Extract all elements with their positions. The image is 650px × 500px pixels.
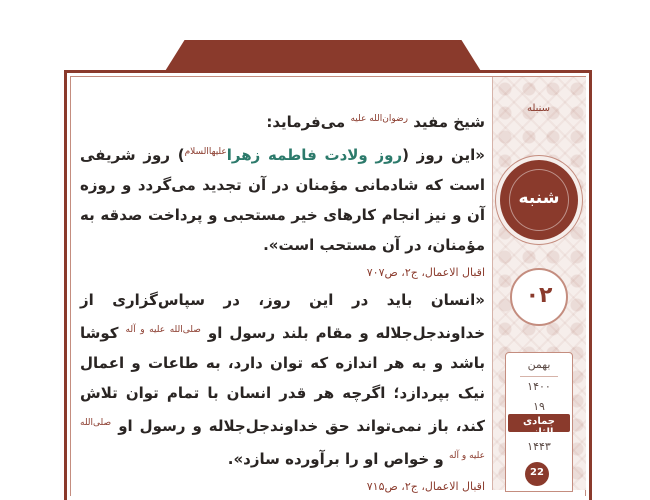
- page-number: 22: [530, 467, 544, 478]
- day-of-week-label: شنبه: [518, 188, 560, 208]
- p2-honorific-1: صلی‌الله علیه و آله: [125, 325, 201, 335]
- intro-line: [80, 104, 485, 137]
- p1-rest: ) روز شریفی است که شادمانی مؤمنان در آن تجدید می‌گردد و روزه آن و نیز انجام کارهای خیر مستحبی و پرداخت صدقه به مؤمنان، در آن مستحب است».: [80, 146, 485, 254]
- p1-highlight: روز ولادت فاطمه زهرا: [226, 146, 403, 164]
- intro-verb: می‌فرماید:: [266, 113, 346, 131]
- paragraph-1: [80, 137, 485, 260]
- p2-honorific-2: صلی‌الله علیه و آله: [80, 418, 485, 461]
- intro-honorific: رضوان‌الله علیه: [350, 114, 408, 124]
- sidebar-month-top: سنبله: [526, 103, 551, 114]
- date-divider: [520, 376, 558, 377]
- solar-year: ۱۴۰۰: [527, 380, 551, 393]
- header-title: منتخبی از اعمال هفته برگرفته از کتاب اقبال الاعمال: [179, 8, 467, 38]
- solar-month: بهمن: [527, 358, 551, 371]
- day-number: ۰۲: [525, 283, 553, 308]
- p2-part-b: کوشا باشد و به هر اندازه که توان دارد، به طاعات و اعمال نیک بپردازد؛ اگرچه هر قدر انسان با تمام توان تلاش کند، باز نمی‌تواند حق خداوندجل‌جلاله و رسول او: [80, 324, 485, 435]
- source-citation-2: اقبال الاعمال، ج۲، ص۷۱۵: [366, 480, 485, 493]
- lunar-month: جمادی الثانی: [523, 416, 555, 438]
- paragraph-2: [80, 285, 485, 474]
- p1-honorific: علیهاالسلام: [184, 147, 227, 157]
- intro-speaker: شیخ مفید: [413, 113, 485, 131]
- lunar-day: ۱۹: [533, 400, 545, 413]
- content-area: [80, 104, 485, 499]
- source-citation-1: اقبال الاعمال، ج۲، ص۷۰۷: [366, 266, 485, 279]
- lunar-year: ۱۴۴۳: [527, 440, 551, 453]
- p2-part-c: و خواص او را برآورده سازد».: [227, 450, 444, 468]
- p2-part-a: «انسان باید در این روز، در سپاس‌گزاری از خداوندجل‌جلاله و مقام بلند رسول او: [80, 291, 486, 342]
- p1-start: «این روز (: [402, 146, 485, 164]
